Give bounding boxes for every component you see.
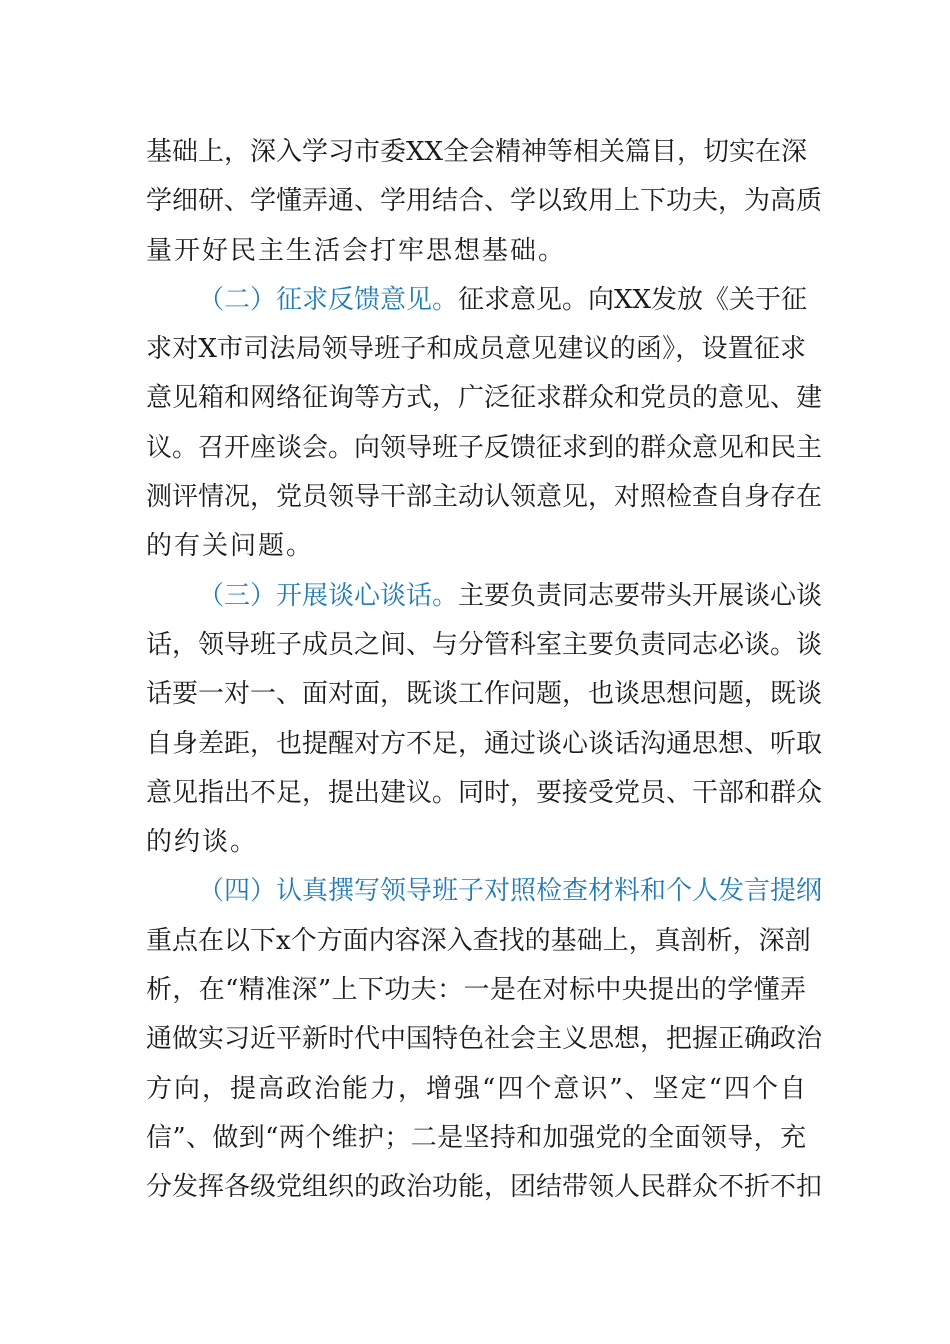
text-line: 测评情况，党员领导干部主动认领意见，对照检查自身存在 [146, 482, 823, 513]
body-text [146, 128, 823, 1213]
section-heading-2: （二）征求反馈意见。 [198, 284, 459, 315]
text-line: 学细研、学懂弄通、学用结合、学以致用上下功夫，为高质 [146, 186, 823, 217]
text-line: 方向，提高政治能力，增强“四个意识”、坚定“四个自 [146, 1073, 806, 1104]
text-line: 基础上，深入学习市委XX全会精神等相关篇目，切实在深 [146, 137, 808, 167]
text-line: 的有关问题。 [146, 531, 315, 562]
text-line: 意见箱和网络征询等方式，广泛征求群众和党员的意见、建 [146, 383, 823, 414]
paragraph-first-line [146, 276, 806, 325]
text-line: 话，领导班子成员之间、与分管科室主要负责同志必谈。谈 [146, 629, 823, 660]
section-heading-4: （四）认真撰写领导班子对照检查材料和个人发言提纲 [198, 876, 823, 907]
text-span: 主要负责同志要带头开展谈心谈 [458, 580, 823, 611]
section-heading-3: （三）开展谈心谈话。 [198, 580, 459, 611]
text-line: 信”、做到“两个维护；二是坚持和加强党的全面领导，充 [146, 1122, 806, 1153]
text-line: 重点在以下x个方面内容深入查找的基础上，真剖析，深剖 [146, 925, 811, 956]
text-span: 征求意见。向XX发放《关于征 [458, 284, 808, 315]
text-line: 通做实习近平新时代中国特色社会主义思想，把握正确政治 [146, 1024, 823, 1055]
paragraph-first-line [146, 867, 823, 916]
text-line: 自身差距，也提醒对方不足，通过谈心谈话沟通思想、听取 [146, 728, 823, 759]
text-line: 议。召开座谈会。向领导班子反馈征求到的群众意见和民主 [146, 432, 823, 463]
paragraph-first-line [146, 572, 823, 621]
text-line: 意见指出不足，提出建议。同时，要接受党员、干部和群众 [146, 777, 823, 808]
text-line: 分发挥各级党组织的政治功能，团结带领人民群众不折不扣 [146, 1172, 823, 1203]
text-line: 求对X市司法局领导班子和成员意见建议的函》，设置征求 [146, 334, 806, 365]
text-line: 话要一对一、面对面，既谈工作问题，也谈思想问题，既谈 [146, 679, 823, 710]
text-line: 量开好民主生活会打牢思想基础。 [146, 235, 567, 266]
text-line: 的约谈。 [146, 827, 259, 858]
text-line: 析，在“精准深”上下功夫：一是在对标中央提出的学懂弄 [146, 975, 806, 1006]
